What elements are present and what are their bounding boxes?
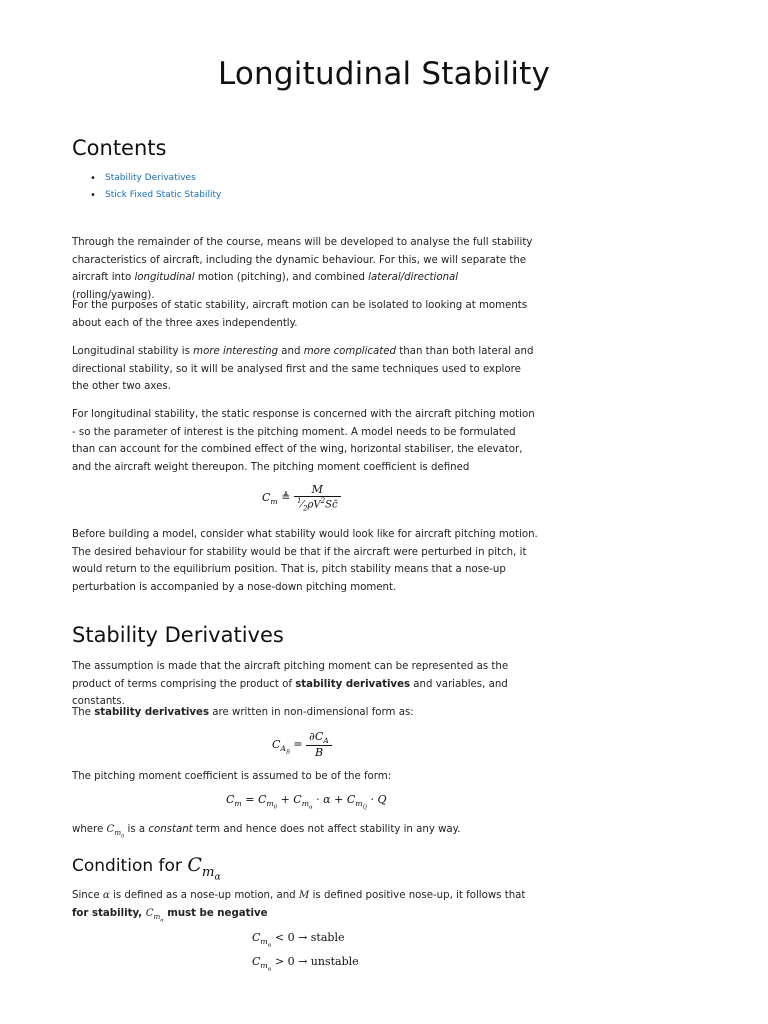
paragraph-intro: Through the remainder of the course, means will be developed to analyse the full stability characteristics of aircraft, including the dynamic behaviour. For this, we will separate the aircraft into longitudinal motion (pitching), and combined lateral/directional (rolling/yawing).	[72, 237, 533, 301]
toc-item-stability-derivatives[interactable]	[90, 170, 221, 187]
condition-stable: $C_{m_\alpha} < 0$ → stable	[252, 931, 345, 949]
equation-cm-form: $C_m = C_{m_0} + C_{m_\alpha} \cdot \alpha + C_{m_Q} \cdot Q$	[226, 793, 387, 811]
toc-link-stick-fixed[interactable]: Stick Fixed Static Stability	[105, 190, 222, 200]
paragraph-condition: Since α is defined as a nose-up motion, and M is defined positive nose-up, it follows that for stability, $C_{m_\alpha}$ must be negative	[72, 890, 526, 923]
paragraph-static: For the purposes of static stability, aircraft motion can be isolated to looking at moments about each of the three axes independently.	[72, 300, 528, 329]
equation-stability-condition	[252, 930, 359, 977]
equation-cm-definition: $C_m$ ≜ $\frac{M}{^1⁄_2\rho V^2Sc̄}$	[262, 483, 341, 512]
paragraph-constant: where $C_{m_0}$ is a constant term and hence does not affect stability in any way.	[72, 824, 461, 840]
condition-heading: Condition for $C_{m_\alpha}$	[72, 854, 221, 883]
paragraph-assumption: The assumption is made that the aircraft pitching moment can be represented as the product of terms comprising the product of stability derivatives and variables, and constants.	[72, 661, 509, 707]
toc-item-stick-fixed[interactable]	[90, 187, 221, 204]
equation-derivative: $C_{A_B}$ = $\frac{\partial C_A}{B}$	[272, 730, 332, 759]
toc-link-stability-derivatives[interactable]: Stability Derivatives	[105, 173, 196, 183]
paragraph-pitching: For longitudinal stability, the static response is concerned with the aircraft pitching motion - so the parameter of interest is the pitching moment. A model needs to be formulated than can account for the combined effect of the wing, horizontal stabiliser, the elevator, and the aircraft weight thereupon. The pitching moment coefficient is defined	[72, 409, 535, 473]
stability-derivatives-heading: Stability Derivatives	[72, 623, 284, 647]
table-of-contents	[90, 170, 221, 204]
page-title: Longitudinal Stability	[217, 56, 551, 92]
paragraph-before-model: Before building a model, consider what stability would look like for aircraft pitching motion. The desired behaviour for stability would be that if the aircraft were perturbed in pitch, it would return to the equilibrium position. That is, pitch stability means that a nose-up perturbation is accompanied by a nose-down pitching moment.	[72, 529, 538, 593]
paragraph-nondimensional: The stability derivatives are written in non-dimensional form as:	[72, 707, 414, 718]
paragraph-longitudinal: Longitudinal stability is more interesting and more complicated than than both lateral and directional stability, so it will be analysed first and the same techniques used to explore the other two axes.	[72, 346, 534, 392]
condition-unstable: $C_{m_\alpha} > 0$ → unstable	[252, 954, 359, 973]
paragraph-form: The pitching moment coefficient is assumed to be of the form:	[72, 771, 392, 782]
contents-heading: Contents	[72, 136, 167, 160]
